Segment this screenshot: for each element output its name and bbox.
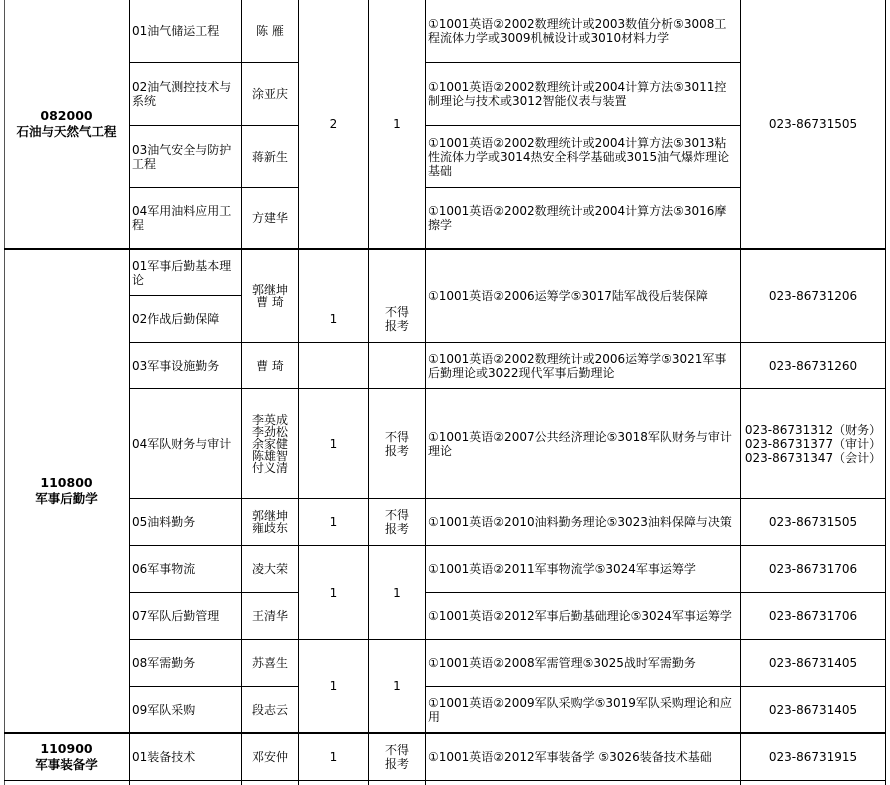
remark-cell: 不得 报考 (384, 743, 409, 771)
major-cell (4, 249, 129, 732)
exams-cell: ①1001英语②2010油料勤务理论⑤3023油料保障与决策 (428, 515, 732, 529)
exams-cell: ①1001英语②2012军事后勤基础理论⑤3024军事运筹学 (428, 609, 732, 623)
direction-cell: 09军队采购 (132, 702, 196, 717)
direction-cell: 03军事设施勤务 (132, 358, 220, 373)
supervisor-cell: 凌大荣 (251, 562, 288, 576)
supervisor-cell: 方建华 (251, 211, 288, 225)
quota-cell: 1 (329, 515, 338, 529)
phone-cell: 023-86731405 (768, 702, 858, 717)
direction-cell: 08军需勤务 (132, 656, 196, 670)
major-cell (4, 0, 129, 248)
quota-cell: 1 (329, 750, 338, 764)
exams-cell: ①1001英语②2007公共经济理论⑤3018军队财务与审计理论 (428, 429, 732, 458)
direction-cell: 01油气储运工程 (132, 24, 220, 38)
remark-cell: 1 (393, 117, 401, 131)
direction-cell: 07军队后勤管理 (132, 609, 220, 623)
remark-cell: 不得 报考 (384, 508, 409, 536)
direction-cell: 06军事物流 (132, 562, 196, 576)
direction-cell: 02作战后勤保障 (132, 312, 220, 326)
phone-cell: 023-86731312（财务） 023-86731377（审计） 023-86731347（会计） (744, 422, 882, 465)
exams-cell: ①1001英语②2008军需管理⑤3025战时军需勤务 (428, 656, 696, 670)
direction-cell: 01军事后勤基本理论 (132, 258, 232, 287)
supervisor-cell: 郭继坤 曹 琦 (251, 283, 288, 309)
remark-cell: 不得 报考 (384, 429, 409, 458)
major-code: 082000 (40, 108, 93, 123)
major-code: 110900 (40, 740, 93, 756)
quota-cell: 1 (329, 585, 338, 600)
supervisor-cell: 段志云 (251, 702, 288, 717)
exams-cell: ①1001英语②2009军队采购学⑤3019军队采购理论和应用 (428, 695, 732, 724)
phone-cell: 023-86731260 (768, 358, 858, 373)
phone-cell: 023-86731915 (768, 750, 858, 764)
major-name: 石油与天然气工程 (16, 124, 117, 139)
supervisor-cell: 蒋新生 (251, 149, 288, 164)
exams-cell: ①1001英语②2011军事物流学⑤3024军事运筹学 (428, 562, 696, 576)
supervisor-cell: 郭继坤 雍歧东 (251, 509, 288, 535)
direction-cell: 02油气测控技术与系统 (132, 80, 232, 108)
exams-cell: ①1001英语②2002数理统计或2003数值分析⑤3008工程流体力学或3009机械设计或3010材料力学 (428, 17, 727, 45)
supervisor-cell: 王清华 (251, 609, 288, 623)
major-name: 军事后勤学 (35, 490, 98, 506)
exams-cell: ①1001英语②2002数理统计或2006运筹学⑤3021军事后勤理论或3022现代军事后勤理论 (428, 351, 727, 380)
supervisor-cell: 苏喜生 (251, 656, 288, 670)
phone-cell: 023-86731505 (768, 515, 858, 529)
remark-cell: 1 (393, 585, 401, 600)
exams-cell: ①1001英语②2002数理统计或2004计算方法⑤3016摩擦学 (428, 204, 727, 232)
exams-cell: ①1001英语②2002数理统计或2004计算方法⑤3013粘性流体力学或3014热安全科学基础或3015油气爆炸理论基础 (428, 135, 730, 178)
direction-cell: 05油料勤务 (132, 515, 196, 529)
direction-cell: 01装备技术 (132, 750, 196, 764)
major-code: 110800 (40, 474, 93, 490)
supervisor-cell: 陈 雁 (256, 24, 284, 38)
exams-cell: ①1001英语②2012军事装备学 ⑤3026装备技术基础 (428, 750, 712, 764)
supervisor-cell: 李英成 李劲松 余家健 陈雄智 付义清 (251, 412, 288, 475)
supervisor-cell: 邓安仲 (251, 750, 288, 764)
phone-cell: 023-86731706 (768, 562, 858, 576)
phone-cell: 023-86731706 (768, 609, 858, 623)
phone-cell: 023-86731505 (768, 117, 858, 131)
quota-cell: 1 (329, 679, 338, 693)
direction-cell: 04军用油料应用工程 (132, 204, 232, 232)
major-cell (4, 733, 129, 780)
phone-cell: 023-86731405 (768, 656, 858, 670)
exams-cell: ①1001英语②2006运筹学⑤3017陆军战役后装保障 (428, 289, 708, 303)
direction-cell: 04军队财务与审计 (132, 436, 232, 451)
remark-cell: 不得 报考 (384, 305, 409, 333)
supervisor-cell: 涂亚庆 (251, 87, 288, 101)
remark-cell: 1 (393, 679, 401, 693)
exams-cell: ①1001英语②2002数理统计或2004计算方法⑤3011控制理论与技术或3012智能仪表与装置 (428, 80, 727, 108)
quota-cell: 1 (329, 436, 338, 451)
quota-cell: 2 (329, 117, 338, 131)
quota-cell: 1 (329, 312, 338, 326)
phone-cell: 023-86731206 (768, 289, 858, 303)
direction-cell: 03油气安全与防护工程 (132, 142, 232, 171)
supervisor-cell: 曹 琦 (256, 358, 284, 373)
major-name: 军事装备学 (35, 756, 98, 772)
